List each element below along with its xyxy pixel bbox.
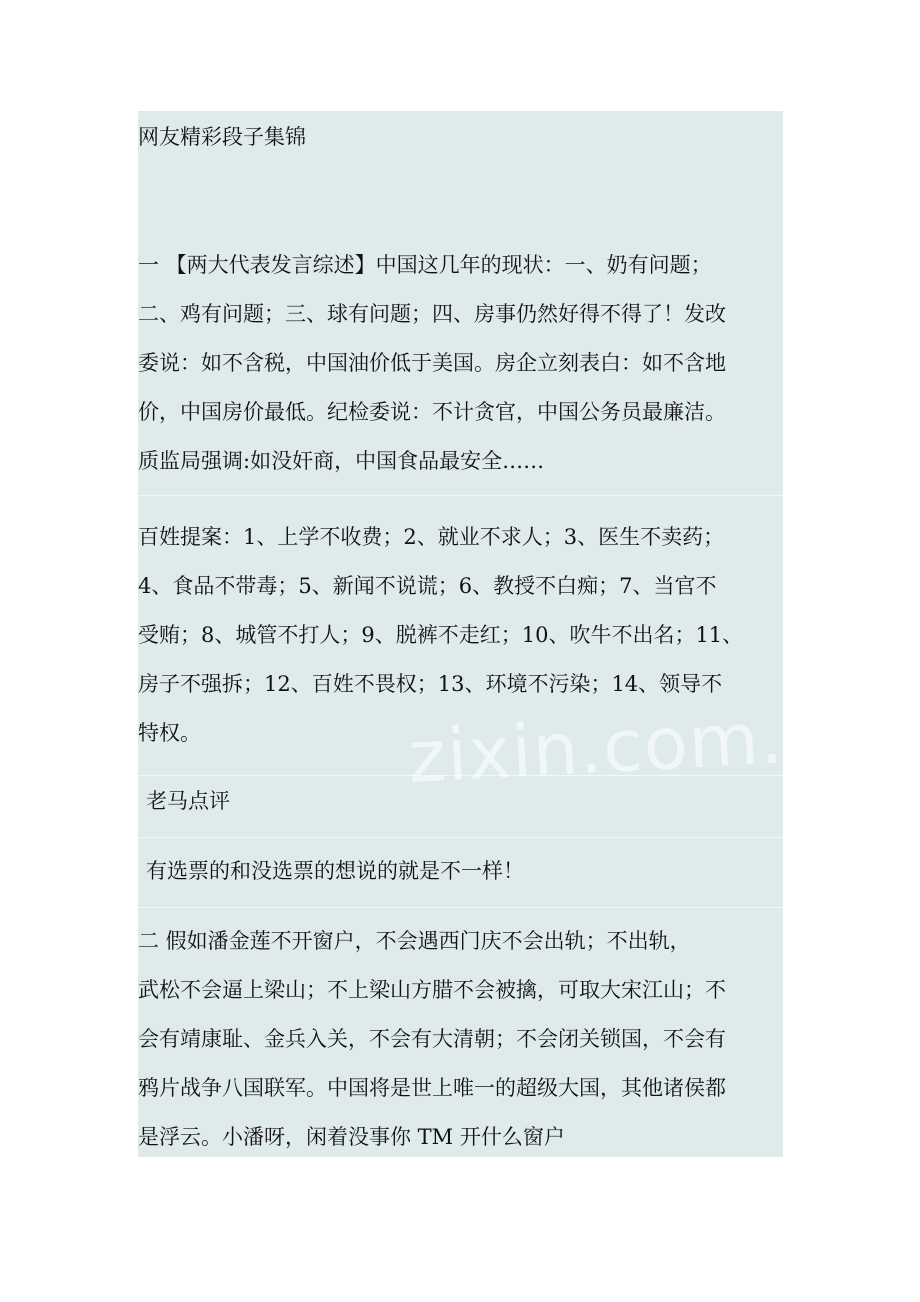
section2-line: 鸦片战争八国联军。中国将是世上唯一的超级大国，其他诸侯都 xyxy=(138,1076,726,1100)
proposals-line: 百姓提案：1、上学不收费；2、就业不求人；3、医生不卖药； xyxy=(138,525,725,549)
proposals-line: 特权。 xyxy=(138,721,201,745)
paragraph-divider xyxy=(138,837,783,838)
paragraph-divider xyxy=(138,495,783,496)
comment-text: 有选票的和没选票的想说的就是不一样！ xyxy=(146,859,524,883)
comment-heading: 老马点评 xyxy=(146,789,230,813)
section1-line: 二、鸡有问题；三、球有问题；四、房事仍然好得不得了！发改 xyxy=(138,302,726,326)
section1-line: 质监局强调:如没奸商，中国食品最安全…… xyxy=(138,449,545,473)
section2-line: 武松不会逼上梁山；不上梁山方腊不会被擒，可取大宋江山；不 xyxy=(138,978,726,1002)
watermark: zixin.com.cn xyxy=(406,690,873,800)
document-title: 网友精彩段子集锦 xyxy=(138,125,306,149)
section2-line: 是浮云。小潘呀，闲着没事你 TM 开什么窗户 xyxy=(138,1125,565,1149)
section1-line: 价，中国房价最低。纪检委说：不计贪官，中国公务员最廉洁。 xyxy=(138,400,726,424)
paragraph-divider xyxy=(138,907,783,908)
section2-line: 二 假如潘金莲不开窗户，不会遇西门庆不会出轨；不出轨， xyxy=(138,929,691,953)
proposals-line: 受贿；8、城管不打人；9、脱裤不走红；10、吹牛不出名；11、 xyxy=(138,623,744,647)
proposals-line: 房子不强拆；12、百姓不畏权；13、环境不污染；14、领导不 xyxy=(138,672,723,696)
proposals-line: 4、食品不带毒；5、新闻不说谎；6、教授不白痴；7、当官不 xyxy=(138,574,717,598)
document-page xyxy=(138,111,873,1157)
section2-line: 会有靖康耻、金兵入关，不会有大清朝；不会闭关锁国，不会有 xyxy=(138,1027,726,1051)
section1-line: 一 【两大代表发言综述】中国这几年的现状：一、奶有问题； xyxy=(138,253,712,277)
section1-line: 委说：如不含税，中国油价低于美国。房企立刻表白：如不含地 xyxy=(138,351,726,375)
